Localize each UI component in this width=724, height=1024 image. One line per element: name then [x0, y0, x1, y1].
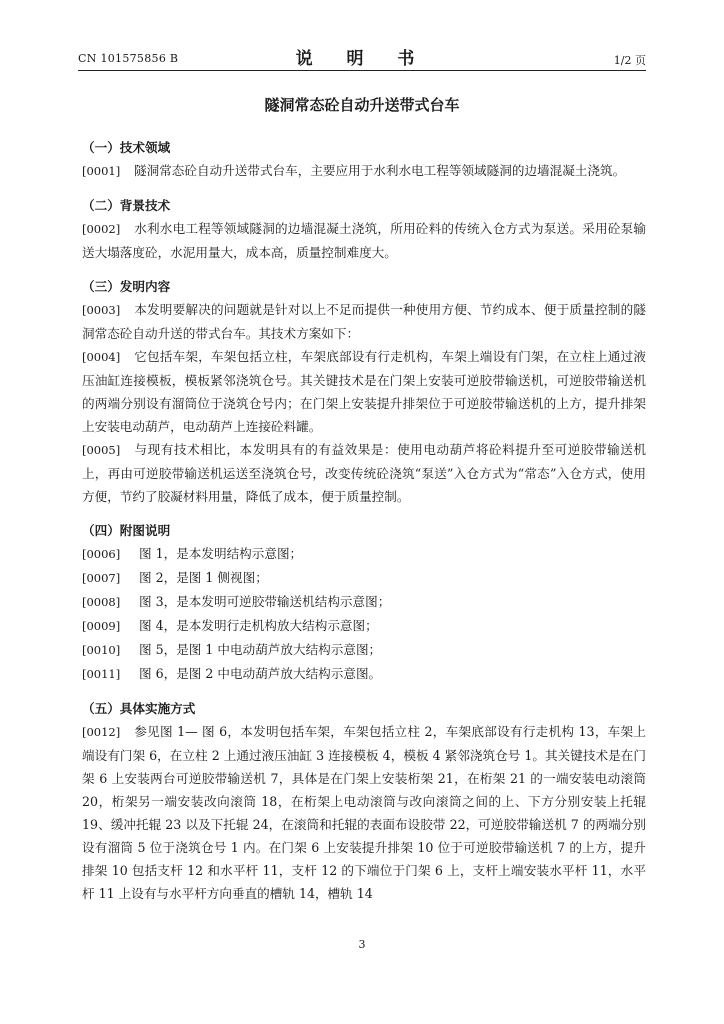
paragraph-0008 [82, 590, 646, 614]
paragraph-0011 [82, 662, 646, 686]
paragraph-text: 参见图 1— 图 6，本发明包括车架，车架包括立柱 2，车架底部设有行走机构 13，车架上端设有门架 6，在立柱 2 上通过液压油缸 3 连接模板 4，模板 4 紧邻浇筑仓号 1。其关键技术是在门架 6 上安装两台可逆胶带输送机 7，具体是在门架上安装桁架 21，在桁架 21 的一端安装电动滚筒 20，桁架另一端安装改向滚筒 18，在桁架上电动滚筒与改向滚筒之间的上、下方分别安装上托辊 19、缓冲托辊 23 以及下托辊 24，在滚筒和托辊的表面布设胶带 22，可逆胶带输送机 7 的两端分别设有溜筒 5 位于浇筑仓号 1 内。在门架 6 上安装提升排架 10 位于可逆胶带输送机 7 的上方，提升排架 10 包括支杆 12 和水平杆 11，支杆 12 的下端位于门架 6 上，支杆上端安装水平杆 11，水平杆 11 上设有与水平杆方向垂直的槽轨 14，槽轨 14 [82, 724, 646, 901]
paragraph-0012 [82, 720, 646, 905]
paragraph-number: [0009] [82, 619, 121, 633]
paragraph-text: 图 6，是图 2 中电动葫芦放大结构示意图。 [139, 666, 382, 681]
paragraph-text: 图 1，是本发明结构示意图； [139, 546, 303, 561]
paragraph-number: [0006] [82, 547, 121, 561]
section-heading-field: （一）技术领域 [82, 140, 171, 155]
paragraph-0002 [82, 217, 646, 264]
paragraph-text: 图 3，是本发明可逆胶带输送机结构示意图； [139, 594, 391, 609]
paragraph-0009 [82, 614, 646, 638]
paragraph-0001 [82, 159, 646, 183]
paragraph-number: [0010] [82, 643, 121, 657]
paragraph-text: 图 5，是图 1 中电动葫芦放大结构示意图； [139, 642, 382, 657]
patent-number: CN 101575856 B [78, 52, 179, 65]
paragraph-text: 与现有技术相比，本发明具有的有益效果是：使用电动葫芦将砼料提升至可逆胶带输送机上，再由可逆胶带输送机运送至浇筑仓号，改变传统砼浇筑“泵送”入仓方式为“常态”入仓方式，使用方便，节约了胶凝材料用量，降低了成本，便于质量控制。 [82, 442, 646, 504]
paragraph-text: 图 2，是图 1 侧视图； [139, 570, 268, 585]
paragraph-text: 图 4，是本发明行走机构放大结构示意图； [139, 618, 378, 633]
header-rule [78, 70, 646, 71]
page-number: 3 [358, 938, 366, 951]
paragraph-number: [0011] [82, 667, 121, 681]
paragraph-0003 [82, 298, 646, 345]
document-body [82, 136, 646, 905]
section-heading-summary: （三）发明内容 [82, 279, 171, 294]
paragraph-number: [0003] [82, 303, 121, 317]
header-title: 说 明 书 [295, 49, 429, 69]
paragraph-text: 水利水电工程等领域隧洞的边墙混凝土浇筑，所用砼料的传统入仓方式为泵送。采用砼泵输送大塌落度砼，水泥用量大，成本高，质量控制难度大。 [82, 221, 646, 260]
paragraph-text: 本发明要解决的问题就是针对以上不足而提供一种使用方便、节约成本、便于质量控制的隧洞常态砼自动升送的带式台车。其技术方案如下： [82, 302, 646, 341]
section-heading-embodiment: （五）具体实施方式 [82, 701, 196, 716]
paragraph-text: 隧洞常态砼自动升送带式台车，主要应用于水利水电工程等领域隧洞的边墙混凝土浇筑。 [134, 163, 626, 178]
paragraph-number: [0002] [82, 222, 121, 236]
paragraph-number: [0012] [82, 725, 121, 739]
document-title: 隧洞常态砼自动升送带式台车 [264, 96, 460, 114]
paragraph-number: [0007] [82, 571, 121, 585]
paragraph-number: [0004] [82, 350, 121, 364]
section-heading-background: （二）背景技术 [82, 198, 171, 213]
paragraph-0007 [82, 566, 646, 590]
page-indicator: 1/2 页 [613, 54, 646, 67]
page-header [78, 44, 646, 70]
paragraph-text: 它包括车架，车架包括立柱，车架底部设有行走机构，车架上端设有门架，在立柱上通过液压油缸连接模板，模板紧邻浇筑仓号。其关键技术是在门架上安装可逆胶带输送机，可逆胶带输送机的两端分别设有溜筒位于浇筑仓号内；在门架上安装提升排架位于可逆胶带输送机的上方，提升排架上安装电动葫芦，电动葫芦上连接砼料罐。 [82, 349, 646, 434]
paragraph-number: [0001] [82, 164, 121, 178]
paragraph-number: [0005] [82, 443, 121, 457]
section-heading-drawings: （四）附图说明 [82, 523, 171, 538]
paragraph-0006 [82, 542, 646, 566]
paragraph-number: [0008] [82, 595, 121, 609]
paragraph-0005 [82, 438, 646, 508]
paragraph-0010 [82, 638, 646, 662]
paragraph-0004 [82, 345, 646, 438]
